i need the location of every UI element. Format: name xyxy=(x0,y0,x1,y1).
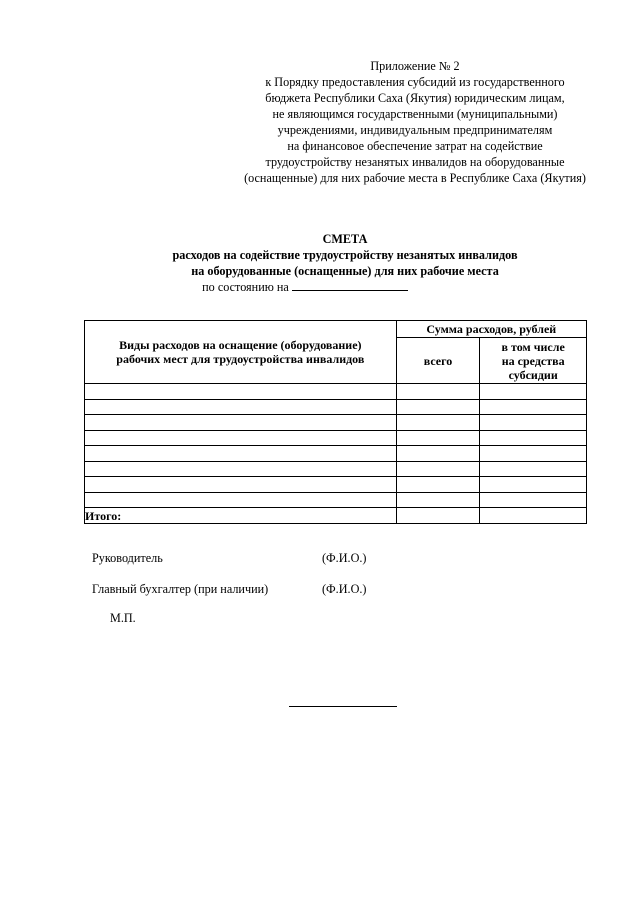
table-row xyxy=(85,399,587,415)
estimate-table xyxy=(84,320,587,524)
appendix-line: к Порядку предоставления субсидий из государственного xyxy=(265,75,565,89)
title-line: на оборудованные (оснащенные) для них рабочие места xyxy=(191,264,499,278)
table-cell[interactable] xyxy=(480,492,587,508)
date-line xyxy=(20,279,590,295)
table-row xyxy=(85,384,587,400)
table-cell[interactable] xyxy=(85,384,397,400)
total-sum-cell[interactable] xyxy=(396,508,480,524)
document-title xyxy=(100,231,590,295)
accountant-fio-label: (Ф.И.О.) xyxy=(322,582,367,596)
table-cell[interactable] xyxy=(85,415,397,431)
table-cell[interactable] xyxy=(480,477,587,493)
table-row xyxy=(85,461,587,477)
date-prefix: по состоянию на xyxy=(202,280,289,294)
appendix-line: трудоустройству незанятых инвалидов на оборудованные xyxy=(265,155,565,169)
column-header-sum: Сумма расходов, рублей xyxy=(396,321,586,338)
total-label: Итого: xyxy=(85,508,397,524)
table-cell[interactable] xyxy=(396,415,480,431)
table-cell[interactable] xyxy=(396,430,480,446)
bottom-separator-line xyxy=(289,706,397,707)
appendix-line: на финансовое обеспечение затрат на содействие xyxy=(287,139,543,153)
table-cell[interactable] xyxy=(85,477,397,493)
table-row xyxy=(85,430,587,446)
table-cell[interactable] xyxy=(396,399,480,415)
table-cell[interactable] xyxy=(396,384,480,400)
appendix-line: бюджета Республики Саха (Якутия) юридическим лицам, xyxy=(265,91,565,105)
table-row xyxy=(85,415,587,431)
title-heading: СМЕТА xyxy=(322,232,368,246)
appendix-header xyxy=(230,58,600,186)
appendix-number: Приложение № 2 xyxy=(370,59,460,73)
table-cell[interactable] xyxy=(480,446,587,462)
table-cell[interactable] xyxy=(480,430,587,446)
table-row xyxy=(85,477,587,493)
date-blank-field[interactable] xyxy=(292,279,408,291)
title-line: расходов на содействие трудоустройству незанятых инвалидов xyxy=(172,248,518,262)
head-role-label: Руководитель xyxy=(92,551,163,565)
table-cell[interactable] xyxy=(85,446,397,462)
appendix-line: (оснащенные) для них рабочие места в Республике Саха (Якутия) xyxy=(244,171,586,185)
table-cell[interactable] xyxy=(396,461,480,477)
total-row xyxy=(85,508,587,524)
table-cell[interactable] xyxy=(396,446,480,462)
table-cell[interactable] xyxy=(85,430,397,446)
table-cell[interactable] xyxy=(396,492,480,508)
table-cell[interactable] xyxy=(85,461,397,477)
table-cell[interactable] xyxy=(480,399,587,415)
table-cell[interactable] xyxy=(480,461,587,477)
table-row xyxy=(85,446,587,462)
column-header-expense-kinds: Виды расходов на оснащение (оборудование) рабочих мест для трудоустройства инвалидов xyxy=(85,321,397,384)
table-row xyxy=(85,492,587,508)
table-cell[interactable] xyxy=(396,477,480,493)
table-cell[interactable] xyxy=(480,384,587,400)
column-header-subsidy: в том числе на средства субсидии xyxy=(480,338,587,384)
appendix-line: не являющимся государственными (муниципальными) xyxy=(272,107,558,121)
accountant-role-label: Главный бухгалтер (при наличии) xyxy=(92,582,269,596)
head-fio-label: (Ф.И.О.) xyxy=(322,551,367,565)
total-subsidy-cell[interactable] xyxy=(480,508,587,524)
table-cell[interactable] xyxy=(85,399,397,415)
appendix-line: учреждениями, индивидуальным предпринимателям xyxy=(277,123,553,137)
column-header-total: всего xyxy=(396,338,480,384)
table-cell[interactable] xyxy=(85,492,397,508)
table-cell[interactable] xyxy=(480,415,587,431)
stamp-place-label: М.П. xyxy=(110,611,136,625)
